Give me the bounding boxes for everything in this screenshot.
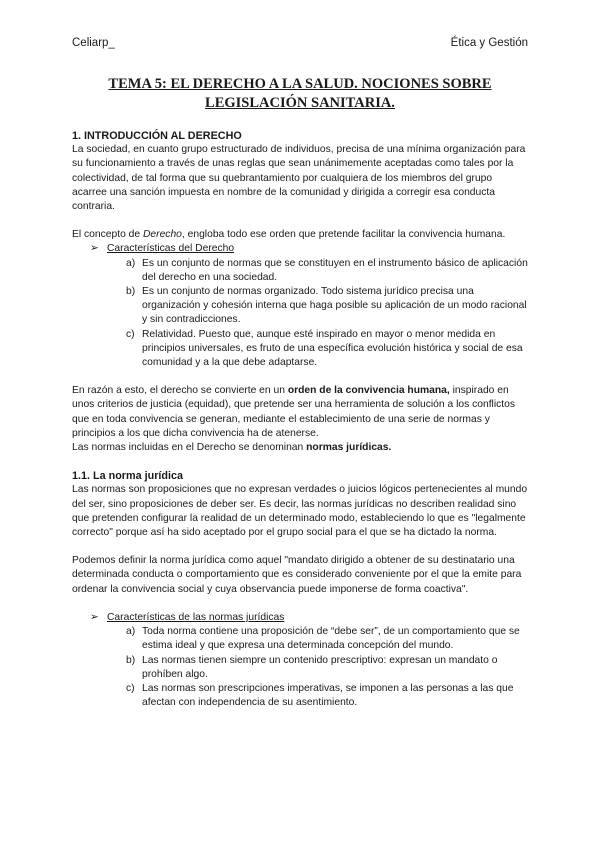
paragraph: El concepto de Derecho, engloba todo ese orden que pretende facilitar la convivencia humana. — [72, 229, 506, 241]
paragraph: La sociedad, en cuanto grupo estructurado de individuos, precisa de una mínima organización para su funcionamiento a través de unas reglas que sean unánimemente aceptadas como tales por la colectividad, de tal forma que su quebrantamiento por cualquiera de los miembros del grupo acarree una sanción impuesta en nombre de la comunidad y dirigida a corregir esa conducta contraria. — [72, 144, 526, 213]
list-item: a) Es un conjunto de normas que se constituyen en el instrumento básico de aplicación del derecho en una sociedad. — [126, 257, 528, 283]
section-heading-intro: 1. INTRODUCCIÓN AL DERECHO — [72, 130, 242, 142]
bullet-label: Características del Derecho — [107, 243, 235, 255]
bullet-label: Características de las normas jurídicas — [107, 611, 285, 623]
list-characteristics-normas — [72, 625, 528, 710]
paragraph: Podemos definir la norma jurídica como aquel "mandato dirigido a obtener de su destinatario una determinada conducta o comportamiento que es considerado conveniente por el que la emite para ordenar la convivencia social y cuya observancia puede imponerse de forma coactiva". — [72, 555, 522, 595]
paragraph: En razón a esto, el derecho se convierte en un orden de la convivencia humana, inspirado en unos criterios de justicia (equidad), que pretende ser una herramienta de solución a los conflictos que en toda convivencia se generan, mediante el establecimiento de una serie de normas y principios a los que dicha convivencia ha de atenerse. — [72, 385, 516, 439]
arrow-icon: ➢ — [90, 611, 99, 623]
list-item: b) Es un conjunto de normas organizado. Todo sistema jurídico precisa una organización y cohesión interna que haga posible su aplicación de un modo racional y sin contradicciones. — [126, 286, 527, 326]
header-author: Celiarp_ — [72, 37, 115, 49]
list-item: c) Relatividad. Puesto que, aunque esté inspirado en mayor o menor medida en principios universales, es fruto de una específica evolución histórica y social de esa comunidad y a la que debe adaptarse. — [126, 328, 523, 369]
arrow-icon: ➢ — [90, 243, 99, 255]
section-heading-norma: 1.1. La norma jurídica — [72, 470, 184, 483]
list-characteristics-derecho — [72, 257, 528, 371]
bullet-characteristics-normas — [90, 611, 528, 625]
list-item: c) Las normas son prescripciones imperativas, se imponen a las personas a las que afectan con independencia de su asentimiento. — [126, 682, 514, 709]
document-body — [72, 129, 528, 710]
list-item: a) Toda norma contiene una proposición de “debe ser”, de un comportamiento que se estima ideal y que expresa una determinada concepción del mundo. — [126, 626, 520, 652]
paragraph: Las normas incluidas en el Derecho se denominan normas jurídicas. — [72, 442, 392, 454]
header-subject: Ética y Gestión — [450, 37, 528, 49]
paragraph: Las normas son proposiciones que no expresan verdades o juicios lógicos pertenecientes al mundo del ser, sino proposiciones de deber ser. Es decir, las normas jurídicas no describen realidad sino que pretenden configurar la realidad de un determinado modo, estableciendo lo que es "legalmente correcto" porque así ha sido aceptado por el grupo social para el que se ha dictado la norma. — [72, 484, 528, 539]
list-item: b) Las normas tienen siempre un contenido prescriptivo: expresan un mandato o prohíben algo. — [126, 654, 498, 680]
page-title: TEMA 5: EL DERECHO A LA SALUD. NOCIONES SOBRE LEGISLACIÓN SANITARIA. — [108, 76, 492, 111]
bullet-characteristics-derecho — [90, 242, 528, 256]
